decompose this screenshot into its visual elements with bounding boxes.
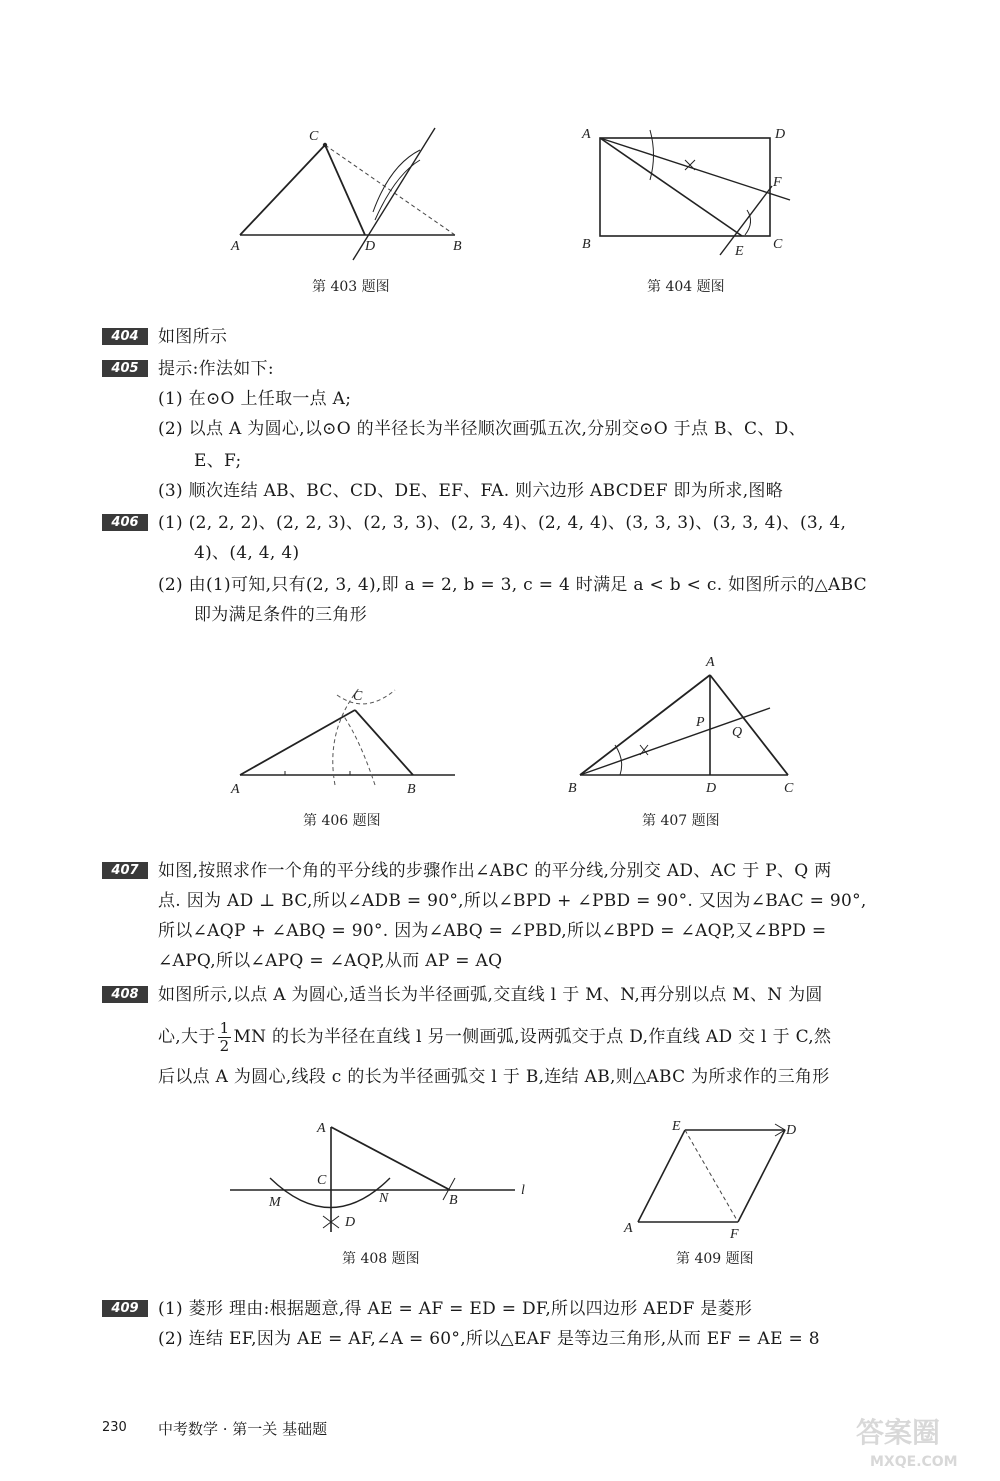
answer-408-line2	[158, 1020, 831, 1055]
answer-407-line2: 点. 因为 AD ⊥ BC,所以∠ADB = 90°,所以∠BPD + ∠PBD = 90°. 又因为∠BAC = 90°,	[158, 891, 867, 911]
label-409-D: D	[786, 1123, 797, 1138]
label-407-P: P	[696, 715, 705, 730]
label-406-B: B	[407, 782, 416, 797]
watermark-logo	[850, 1410, 990, 1470]
figure-406	[225, 675, 465, 805]
answer-407-line4: ∠APQ,所以∠APQ = ∠AQP,从而 AP = AQ	[158, 951, 503, 971]
answer-409-line2: (2) 连结 EF,因为 AE = AF,∠A = 60°,所以△EAF 是等边三角形,从而 EF = AE = 8	[158, 1329, 820, 1349]
answer-405-line5: (3) 顺次连结 AB、BC、CD、DE、EF、FA. 则六边形 ABCDEF 即为所求,图略	[158, 481, 783, 501]
badge-406: 406	[102, 514, 148, 531]
answer-405-line4: E、F;	[194, 451, 242, 471]
answer-407-line3: 所以∠AQP + ∠ABQ = 90°. 因为∠ABQ = ∠PBD,所以∠BPD = ∠AQP,又∠BPD =	[158, 921, 827, 941]
badge-408: 408	[102, 986, 148, 1003]
label-408-B: B	[449, 1193, 458, 1208]
label-403-A: A	[231, 239, 240, 254]
answer-408-line2a: 心,大于	[158, 1027, 216, 1047]
answer-406-line3: (2) 由(1)可知,只有(2, 3, 4),即 a = 2, b = 3, c = 4 时满足 a < b < c. 如图所示的△ABC	[158, 575, 867, 595]
figure-409	[620, 1112, 820, 1242]
figure-407	[560, 650, 800, 800]
figure-408	[225, 1112, 545, 1242]
label-406-A: A	[231, 782, 240, 797]
label-404-A: A	[582, 127, 591, 142]
watermark-text: 答案圈	[856, 1416, 941, 1449]
answer-408-line3: 后以点 A 为圆心,线段 c 的长为半径画弧交 l 于 B,连结 AB,则△ABC 为所求作的三角形	[158, 1067, 830, 1087]
label-408-C: C	[317, 1173, 327, 1188]
label-404-C: C	[773, 237, 783, 252]
badge-409: 409	[102, 1300, 148, 1317]
badge-407: 407	[102, 862, 148, 879]
label-409-E: E	[672, 1119, 681, 1134]
label-409-F: F	[730, 1227, 739, 1242]
fraction-denominator: 2	[219, 1037, 230, 1055]
label-404-F: F	[773, 175, 782, 190]
label-407-C: C	[784, 781, 794, 796]
figure-403	[225, 120, 475, 270]
answer-406-line1: (1) (2, 2, 2)、(2, 2, 3)、(2, 3, 3)、(2, 3, 4)、(2, 4, 4)、(3, 3, 3)、(3, 3, 4)、(3, 4,	[158, 513, 847, 533]
label-408-N: N	[379, 1191, 389, 1206]
label-403-C: C	[309, 129, 319, 144]
caption-406: 第 406 题图	[303, 813, 381, 829]
fraction-one-half	[218, 1020, 232, 1055]
caption-407: 第 407 题图	[642, 813, 720, 829]
badge-404: 404	[102, 328, 148, 345]
label-408-D: D	[345, 1215, 356, 1230]
label-404-D: D	[775, 127, 786, 142]
answer-405-line2: (1) 在⊙O 上任取一点 A;	[158, 389, 352, 409]
label-406-C: C	[353, 689, 363, 704]
label-407-Q: Q	[732, 725, 743, 740]
answer-405-line3: (2) 以点 A 为圆心,以⊙O 的半径长为半径顺次画弧五次,分别交⊙O 于点 B、C、D、	[158, 419, 806, 439]
page-number: 230	[102, 1420, 127, 1435]
answer-406-line2: 4)、(4, 4, 4)	[194, 543, 300, 563]
answer-408-line2b: MN 的长为半径在直线 l 另一侧画弧,设两弧交于点 D,作直线 AD 交 l 于 C,然	[233, 1027, 832, 1047]
label-403-B: B	[453, 239, 462, 254]
caption-409: 第 409 题图	[676, 1251, 754, 1267]
answer-404-line1: 如图所示	[158, 327, 228, 347]
watermark-url: MXQE.COM	[870, 1454, 958, 1470]
label-407-A: A	[706, 655, 715, 670]
figure-404	[575, 120, 805, 270]
label-407-B: B	[568, 781, 577, 796]
label-403-D: D	[365, 239, 376, 254]
label-408-A: A	[317, 1121, 326, 1136]
label-408-M: M	[269, 1195, 281, 1210]
answer-409-line1: (1) 菱形 理由:根据题意,得 AE = AF = ED = DF,所以四边形 AEDF 是菱形	[158, 1299, 753, 1319]
answer-405-line1: 提示:作法如下:	[158, 359, 274, 379]
answer-407-line1: 如图,按照求作一个角的平分线的步骤作出∠ABC 的平分线,分别交 AD、AC 于 P、Q 两	[158, 861, 832, 881]
caption-403: 第 403 题图	[312, 279, 390, 295]
fraction-numerator: 1	[219, 1019, 230, 1037]
badge-405: 405	[102, 360, 148, 377]
label-407-D: D	[706, 781, 717, 796]
label-408-l: l	[521, 1183, 525, 1198]
label-404-B: B	[582, 237, 591, 252]
label-404-E: E	[735, 244, 744, 259]
answer-408-line1: 如图所示,以点 A 为圆心,适当长为半径画弧,交直线 l 于 M、N,再分别以点 M、N 为圆	[158, 985, 823, 1005]
footer-title: 中考数学 · 第一关 基础题	[158, 1420, 328, 1438]
answer-406-line4: 即为满足条件的三角形	[194, 605, 367, 625]
caption-404: 第 404 题图	[647, 279, 725, 295]
caption-408: 第 408 题图	[342, 1251, 420, 1267]
label-409-A: A	[624, 1221, 633, 1236]
